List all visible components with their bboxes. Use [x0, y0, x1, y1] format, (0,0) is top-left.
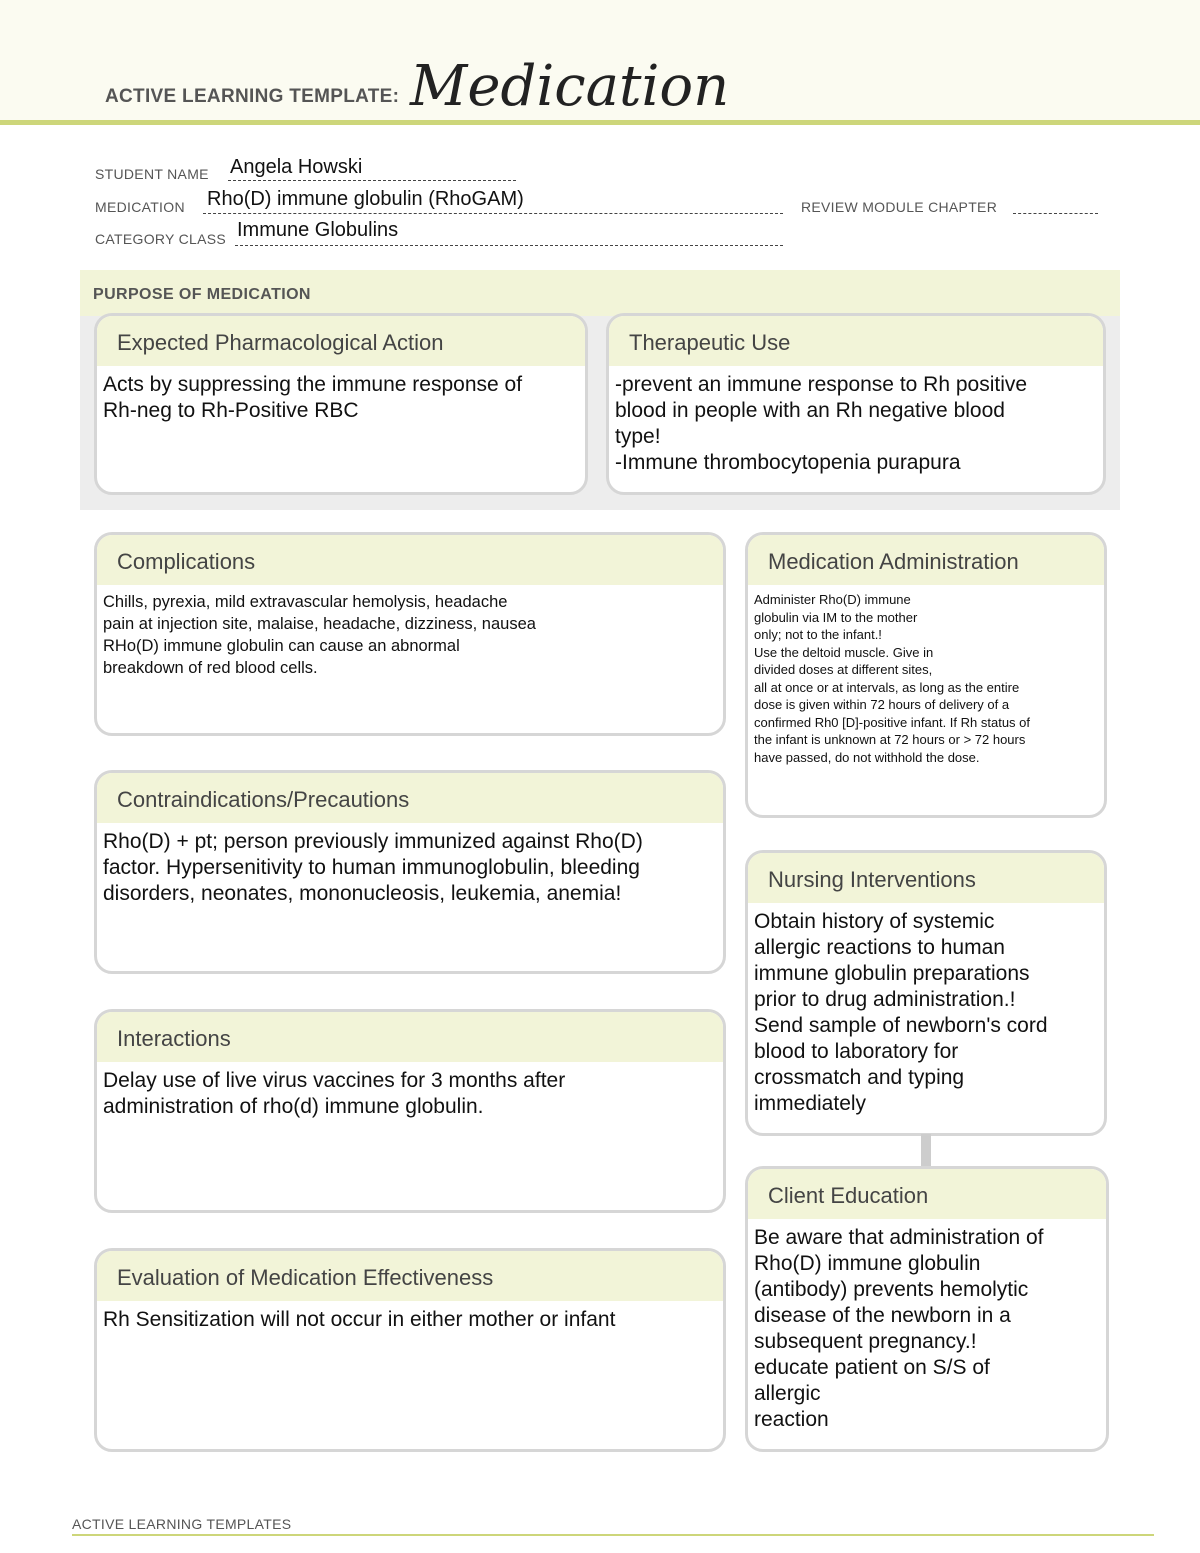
text-line: the infant is unknown at 72 hours or > 72 hours: [754, 732, 1026, 747]
text-line: (antibody) prevents hemolytic: [754, 1278, 1029, 1301]
text-line: have passed, do not withhold the dose.: [754, 749, 980, 765]
text-line: blood to laboratory for: [754, 1040, 959, 1063]
contraindications-heading: Contraindications/Precautions: [97, 773, 723, 823]
evaluation-box: [94, 1248, 726, 1452]
text-line: factor. Hypersenitivity to human immunoglobulin, bleeding: [103, 856, 640, 879]
therapeutic-use-heading: Therapeutic Use: [609, 316, 1103, 366]
expected-action-text[interactable]: [97, 366, 585, 424]
template-title: Medication: [410, 54, 730, 119]
text-line: dose is given within 72 hours of delivery of a: [754, 697, 1010, 712]
therapeutic-use-text[interactable]: [609, 366, 1103, 476]
purpose-title: PURPOSE OF MEDICATION: [93, 286, 311, 303]
evaluation-heading: Evaluation of Medication Effectiveness: [97, 1251, 723, 1301]
review-module-underline: [1013, 213, 1098, 214]
student-name-underline: [228, 180, 516, 181]
nursing-interventions-heading: Nursing Interventions: [748, 853, 1104, 903]
box-connector: [921, 1134, 931, 1166]
student-name-field[interactable]: Angela Howski: [230, 156, 363, 178]
complications-heading: Complications: [97, 535, 723, 585]
medication-administration-box: [745, 532, 1107, 818]
text-line: subsequent pregnancy.!: [754, 1330, 977, 1353]
text-line: type!: [615, 425, 661, 448]
text-line: crossmatch and typing: [754, 1066, 965, 1089]
medication-field[interactable]: Rho(D) immune globulin (RhoGAM): [207, 188, 524, 210]
medication-administration-text[interactable]: [748, 585, 1104, 766]
text-line: Rho(D) immune globulin: [754, 1252, 981, 1275]
footer-rule: [72, 1534, 1154, 1536]
text-line: Use the deltoid muscle. Give in: [754, 644, 934, 660]
client-education-text[interactable]: [748, 1219, 1106, 1433]
text-line: educate patient on S/S of: [754, 1356, 990, 1379]
text-line: Chills, pyrexia, mild extravascular hemolysis, headache: [103, 593, 508, 611]
text-line: Be aware that administration of: [754, 1226, 1044, 1249]
text-line: pain at injection site, malaise, headache, dizziness, nausea: [103, 615, 536, 633]
text-line: allergic: [754, 1382, 821, 1405]
interactions-box: [94, 1009, 726, 1213]
category-class-label: CATEGORY CLASS: [95, 231, 227, 247]
expected-action-heading: Expected Pharmacological Action: [97, 316, 585, 366]
category-class-field[interactable]: Immune Globulins: [237, 219, 399, 241]
text-line: breakdown of red blood cells.: [103, 659, 318, 677]
contraindications-box: [94, 770, 726, 974]
text-line: Rh-neg to Rh-Positive RBC: [103, 399, 359, 422]
medication-administration-heading: Medication Administration: [748, 535, 1104, 585]
text-line: Delay use of live virus vaccines for 3 months after: [103, 1069, 566, 1092]
text-line: confirmed Rh0 [D]-positive infant. If Rh status of: [754, 714, 1031, 730]
therapeutic-use-box: [606, 313, 1106, 495]
text-line: administration of rho(d) immune globulin.: [103, 1095, 484, 1118]
text-line: Send sample of newborn's cord: [754, 1014, 1048, 1037]
student-name-label: STUDENT NAME: [95, 166, 209, 182]
template-label: ACTIVE LEARNING TEMPLATE:: [105, 86, 400, 107]
expected-action-box: [94, 313, 588, 495]
text-line: -prevent an immune response to Rh positive: [615, 373, 1028, 396]
medication-underline: [203, 213, 783, 214]
nursing-interventions-box: [745, 850, 1107, 1136]
text-line: Administer Rho(D) immune: [754, 592, 911, 607]
category-class-underline: [235, 245, 783, 246]
client-education-heading: Client Education: [748, 1169, 1106, 1219]
text-line: allergic reactions to human: [754, 936, 1005, 959]
text-line: Rh Sensitization will not occur in either mother or infant: [103, 1308, 616, 1331]
text-line: Acts by suppressing the immune response of: [103, 373, 523, 396]
text-line: blood in people with an Rh negative blood: [615, 399, 1005, 422]
text-line: -Immune thrombocytopenia purapura: [615, 451, 961, 474]
complications-box: [94, 532, 726, 736]
text-line: prior to drug administration.!: [754, 988, 1016, 1011]
text-line: only; not to the infant.!: [754, 627, 882, 642]
text-line: divided doses at different sites,: [754, 662, 933, 677]
complications-text[interactable]: [97, 585, 723, 679]
client-education-box: [745, 1166, 1109, 1452]
text-line: Rho(D) + pt; person previously immunized against Rho(D): [103, 830, 643, 853]
text-line: disorders, neonates, mononucleosis, leukemia, anemia!: [103, 882, 622, 905]
interactions-text[interactable]: [97, 1062, 723, 1120]
text-line: immune globulin preparations: [754, 962, 1030, 985]
header-rule: [0, 120, 1200, 125]
text-line: RHo(D) immune globulin can cause an abnormal: [103, 637, 460, 655]
evaluation-text[interactable]: [97, 1301, 723, 1333]
text-line: all at once or at intervals, as long as the entire: [754, 679, 1020, 695]
text-line: reaction: [754, 1408, 829, 1431]
text-line: disease of the newborn in a: [754, 1304, 1011, 1327]
interactions-heading: Interactions: [97, 1012, 723, 1062]
text-line: immediately: [754, 1092, 867, 1115]
contraindications-text[interactable]: [97, 823, 723, 907]
medication-label: MEDICATION: [95, 199, 185, 215]
footer-text: ACTIVE LEARNING TEMPLATES: [72, 1516, 292, 1532]
text-line: globulin via IM to the mother: [754, 609, 918, 625]
nursing-interventions-text[interactable]: [748, 903, 1104, 1117]
review-module-label: REVIEW MODULE CHAPTER: [801, 199, 998, 215]
text-line: Obtain history of systemic: [754, 910, 995, 933]
